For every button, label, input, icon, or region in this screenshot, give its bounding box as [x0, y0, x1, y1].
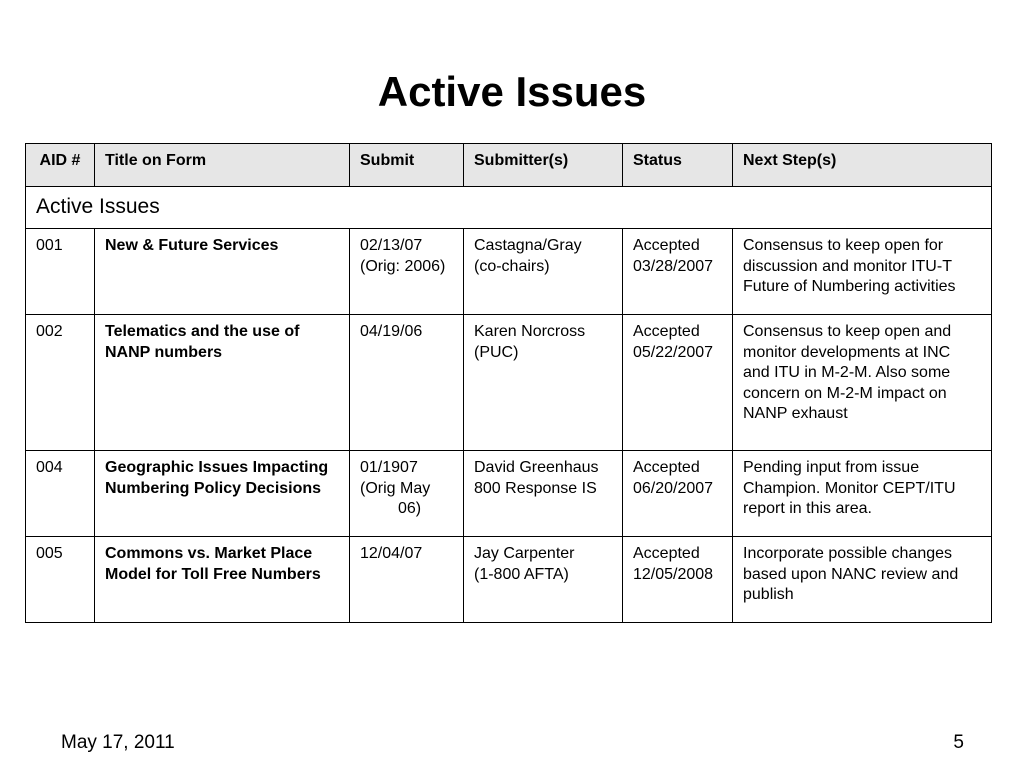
cell-submit: [350, 315, 464, 451]
slide-title: Active Issues: [377, 68, 647, 115]
cell-status: Accepted 03/28/2007: [623, 229, 733, 315]
submit-text: 02/13/07 (Orig: 2006): [360, 237, 446, 275]
cell-submit: [350, 229, 464, 315]
submit-text: 01/1907 (Orig May: [360, 459, 431, 497]
header-aid: AID #: [26, 144, 95, 187]
footer-date: May 17, 2011: [61, 732, 175, 753]
cell-submitters: David Greenhaus 800 Response IS: [464, 451, 623, 537]
section-row: [26, 187, 992, 229]
submit-text: 12/04/07: [360, 545, 423, 562]
cell-title: Geographic Issues Impacting Numbering Policy Decisions: [95, 451, 350, 537]
cell-next-steps: Pending input from issue Champion. Monitor CEPT/ITU report in this area.: [733, 451, 992, 537]
active-issues-table: [25, 143, 992, 623]
header-next-steps: Next Step(s): [733, 144, 992, 187]
header-title: Title on Form: [95, 144, 350, 187]
cell-next-steps: Incorporate possible changes based upon NANC review and publish: [733, 537, 992, 623]
submit-text: 04/19/06: [360, 323, 423, 340]
cell-submitters: Castagna/Gray (co-chairs): [464, 229, 623, 315]
header-submitters: Submitter(s): [464, 144, 623, 187]
cell-submit: [350, 451, 464, 537]
cell-aid: 001: [26, 229, 95, 315]
cell-status: Accepted 06/20/2007: [623, 451, 733, 537]
cell-submitters: Karen Norcross (PUC): [464, 315, 623, 451]
cell-submit: [350, 537, 464, 623]
page-number: 5: [953, 732, 964, 753]
cell-next-steps: Consensus to keep open and monitor developments at INC and ITU in M-2-M. Also some concern on M-2-M impact on NANP exhaust: [733, 315, 992, 451]
cell-status: Accepted 12/05/2008: [623, 537, 733, 623]
table-row: [26, 451, 992, 537]
table-row: [26, 315, 992, 451]
cell-aid: 002: [26, 315, 95, 451]
table-row: [26, 537, 992, 623]
cell-title: New & Future Services: [95, 229, 350, 315]
header-submit: Submit: [350, 144, 464, 187]
cell-submitters: Jay Carpenter (1-800 AFTA): [464, 537, 623, 623]
section-label: Active Issues: [26, 187, 992, 229]
cell-next-steps: Consensus to keep open for discussion and monitor ITU-T Future of Numbering activities: [733, 229, 992, 315]
table-row: [26, 229, 992, 315]
header-status: Status: [623, 144, 733, 187]
cell-aid: 005: [26, 537, 95, 623]
cell-title: Telematics and the use of NANP numbers: [95, 315, 350, 451]
cell-title: Commons vs. Market Place Model for Toll Free Numbers: [95, 537, 350, 623]
cell-status: Accepted 05/22/2007: [623, 315, 733, 451]
table-header-row: [26, 144, 992, 187]
submit-continuation: 06): [398, 500, 422, 517]
cell-aid: 004: [26, 451, 95, 537]
